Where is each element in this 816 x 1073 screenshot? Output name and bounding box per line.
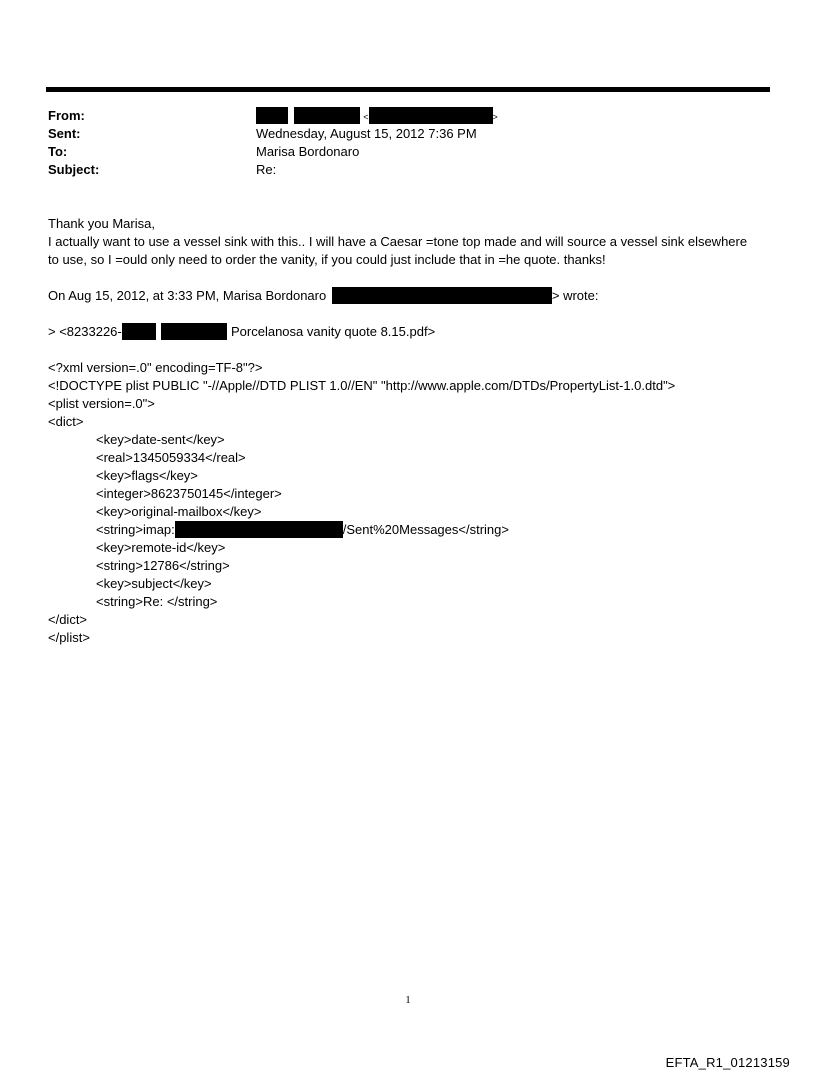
plist-entry: <key>subject</key> — [96, 576, 212, 591]
subject-value: Re: — [256, 162, 277, 177]
plist-close: </plist> — [48, 630, 90, 645]
quote-intro-text: On Aug 15, 2012, at 3:33 PM, Marisa Bordonaro — [48, 288, 327, 303]
plist-entry: <key>date-sent</key> — [96, 432, 225, 447]
greeting: Thank you Marisa, — [48, 216, 155, 231]
plist-entry: <real>1345059334</real> — [96, 450, 246, 465]
to-label: To: — [48, 144, 68, 159]
attachment-prefix: > <8233226- — [48, 324, 122, 339]
redaction-block — [294, 107, 360, 124]
dict-close: </dict> — [48, 612, 88, 627]
quote-intro — [48, 287, 598, 305]
sent-label: Sent: — [48, 126, 81, 141]
attachment-line — [48, 323, 435, 341]
plist-entry: <string>12786</string> — [96, 558, 230, 573]
redaction-block — [332, 287, 552, 304]
dict-open: <dict> — [48, 414, 84, 429]
redaction-block — [161, 323, 227, 340]
imap-prefix: <string>imap: — [96, 522, 175, 537]
doctype-line: <!DOCTYPE plist PUBLIC "-//Apple//DTD PLIST 1.0//EN" "http://www.apple.com/DTDs/PropertyList-1.0.dtd"> — [48, 378, 676, 393]
from-value — [256, 107, 498, 126]
imap-suffix: /Sent%20Messages</string> — [342, 522, 509, 537]
top-rule — [46, 87, 770, 92]
message-line-1: I actually want to use a vessel sink with this.. I will have a Caesar =tone top made and will source a vessel sink elsewhere — [48, 234, 748, 249]
plist-entry: <integer>8623750145</integer> — [96, 486, 282, 501]
subject-label: Subject: — [48, 162, 100, 177]
plist-entry: <key>original-mailbox</key> — [96, 504, 262, 519]
redaction-block — [256, 107, 288, 124]
imap-line — [96, 521, 509, 539]
plist-open: <plist version=.0"> — [48, 396, 155, 411]
plist-entry: <string>Re: </string> — [96, 594, 218, 609]
page-number: 1 — [405, 994, 411, 1006]
plist-entry: <key>remote-id</key> — [96, 540, 226, 555]
to-value: Marisa Bordonaro — [256, 144, 360, 159]
redaction-block — [122, 323, 156, 340]
from-label: From: — [48, 108, 85, 123]
redaction-block — [369, 107, 493, 124]
from-gt: > — [492, 112, 498, 122]
sent-value: Wednesday, August 15, 2012 7:36 PM — [256, 126, 477, 141]
xml-declaration: <?xml version=.0" encoding=TF-8"?> — [48, 360, 263, 375]
from-lt: < — [363, 112, 369, 122]
quote-intro-wrote: > wrote: — [551, 288, 599, 303]
message-line-2: to use, so I =ould only need to order the vanity, if you could just include that in =he quote. thanks! — [48, 252, 606, 267]
plist-entry: <key>flags</key> — [96, 468, 198, 483]
redaction-block — [175, 521, 343, 538]
document-id: EFTA_R1_01213159 — [665, 1055, 790, 1070]
attachment-filename: Porcelanosa vanity quote 8.15.pdf> — [230, 324, 436, 339]
